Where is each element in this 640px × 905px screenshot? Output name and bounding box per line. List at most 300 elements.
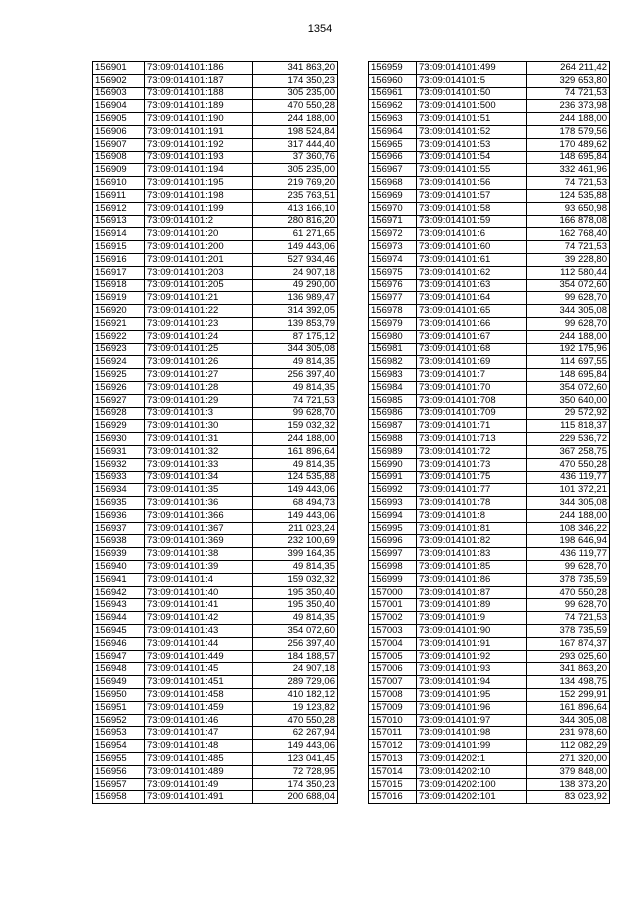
row-number-cell: 156936 [93,509,145,522]
table-row [93,548,338,561]
table-row [369,663,610,676]
cadastral-value-cell: 99 628,70 [527,292,610,305]
cadastral-value-cell: 112 580,44 [527,266,610,279]
cadastral-number-cell: 73:09:014101:66 [417,317,527,330]
row-number-cell: 156954 [93,740,145,753]
cadastral-number-cell: 73:09:014101:23 [145,317,253,330]
table-row [93,305,338,318]
cadastral-number-cell: 73:09:014101:35 [145,484,253,497]
table-row [369,637,610,650]
cadastral-number-cell: 73:09:014101:44 [145,637,253,650]
row-number-cell: 156937 [93,522,145,535]
cadastral-number-cell: 73:09:014101:64 [417,292,527,305]
cadastral-number-cell: 73:09:014101:21 [145,292,253,305]
cadastral-number-cell: 73:09:014101:45 [145,663,253,676]
table-row [369,714,610,727]
cadastral-number-cell: 73:09:014101:89 [417,599,527,612]
cadastral-number-cell: 73:09:014101:188 [145,87,253,100]
cadastral-value-cell: 317 444,40 [253,138,338,151]
cadastral-number-cell: 73:09:014101:459 [145,701,253,714]
row-number-cell: 157010 [369,714,417,727]
row-number-cell: 156915 [93,241,145,254]
cadastral-value-cell: 350 640,00 [527,394,610,407]
row-number-cell: 156957 [93,778,145,791]
cadastral-value-cell: 49 814,35 [253,381,338,394]
table-row [93,714,338,727]
row-number-cell: 156934 [93,484,145,497]
cadastral-number-cell: 73:09:014101:458 [145,689,253,702]
cadastral-number-cell: 73:09:014101:4 [145,573,253,586]
table-row [369,356,610,369]
row-number-cell: 156996 [369,535,417,548]
row-number-cell: 156902 [93,74,145,87]
table-row [369,548,610,561]
table-row [93,650,338,663]
table-row [93,765,338,778]
table-row [369,189,610,202]
cadastral-value-cell: 161 896,64 [253,445,338,458]
table-row [369,740,610,753]
cadastral-number-cell: 73:09:014101:8 [417,509,527,522]
cadastral-value-cell: 344 305,08 [527,305,610,318]
cadastral-number-cell: 73:09:014101:53 [417,138,527,151]
cadastral-value-cell: 256 397,40 [253,369,338,382]
row-number-cell: 156963 [369,113,417,126]
cadastral-number-cell: 73:09:014101:34 [145,471,253,484]
cadastral-value-cell: 74 721,53 [527,241,610,254]
table-row [369,266,610,279]
cadastral-value-cell: 152 299,91 [527,689,610,702]
table-row [369,765,610,778]
table-row [369,509,610,522]
row-number-cell: 156995 [369,522,417,535]
cadastral-value-cell: 244 188,00 [253,433,338,446]
row-number-cell: 156924 [93,356,145,369]
cadastral-number-cell: 73:09:014101:190 [145,113,253,126]
table-row [369,701,610,714]
cadastral-number-cell: 73:09:014101:54 [417,151,527,164]
cadastral-number-cell: 73:09:014101:491 [145,791,253,804]
table-row [93,317,338,330]
row-number-cell: 157005 [369,650,417,663]
cadastral-number-cell: 73:09:014202:1 [417,753,527,766]
cadastral-number-cell: 73:09:014101:27 [145,369,253,382]
row-number-cell: 156952 [93,714,145,727]
cadastral-value-cell: 114 697,55 [527,356,610,369]
cadastral-value-cell: 149 443,06 [253,740,338,753]
table-row [369,113,610,126]
cadastral-number-cell: 73:09:014101:36 [145,497,253,510]
cadastral-number-cell: 73:09:014101:708 [417,394,527,407]
cadastral-value-cell: 112 082,29 [527,740,610,753]
row-number-cell: 156941 [93,573,145,586]
table-row [93,241,338,254]
cadastral-value-cell: 470 550,28 [527,586,610,599]
row-number-cell: 156950 [93,689,145,702]
row-number-cell: 156929 [93,420,145,433]
table-row [93,228,338,241]
cadastral-number-cell: 73:09:014101:94 [417,676,527,689]
row-number-cell: 156922 [93,330,145,343]
row-number-cell: 156999 [369,573,417,586]
cadastral-number-cell: 73:09:014101:90 [417,625,527,638]
cadastral-value-cell: 256 397,40 [253,637,338,650]
cadastral-value-cell: 229 536,72 [527,433,610,446]
row-number-cell: 156987 [369,420,417,433]
cadastral-number-cell: 73:09:014101:200 [145,241,253,254]
register-table-right [368,61,610,804]
table-row [369,573,610,586]
cadastral-value-cell: 367 258,75 [527,445,610,458]
cadastral-number-cell: 73:09:014101:70 [417,381,527,394]
cadastral-value-cell: 198 646,94 [527,535,610,548]
cadastral-value-cell: 87 175,12 [253,330,338,343]
row-number-cell: 156977 [369,292,417,305]
cadastral-number-cell: 73:09:014101:30 [145,420,253,433]
cadastral-number-cell: 73:09:014101:369 [145,535,253,548]
cadastral-value-cell: 74 721,53 [527,177,610,190]
row-number-cell: 156917 [93,266,145,279]
cadastral-value-cell: 399 164,35 [253,548,338,561]
cadastral-number-cell: 73:09:014202:10 [417,765,527,778]
cadastral-number-cell: 73:09:014101:28 [145,381,253,394]
cadastral-value-cell: 124 535,88 [527,189,610,202]
cadastral-number-cell: 73:09:014101:203 [145,266,253,279]
cadastral-value-cell: 101 372,21 [527,484,610,497]
cadastral-value-cell: 219 769,20 [253,177,338,190]
cadastral-value-cell: 162 768,40 [527,228,610,241]
cadastral-value-cell: 200 688,04 [253,791,338,804]
row-number-cell: 156989 [369,445,417,458]
cadastral-value-cell: 264 211,42 [527,62,610,75]
table-row [369,791,610,804]
table-row [93,727,338,740]
cadastral-value-cell: 470 550,28 [527,458,610,471]
cadastral-number-cell: 73:09:014101:29 [145,394,253,407]
table-row [369,125,610,138]
row-number-cell: 156976 [369,279,417,292]
table-row [369,330,610,343]
cadastral-number-cell: 73:09:014101:201 [145,253,253,266]
table-row [93,369,338,382]
cadastral-value-cell: 305 235,00 [253,164,338,177]
row-number-cell: 156920 [93,305,145,318]
row-number-cell: 156985 [369,394,417,407]
cadastral-value-cell: 470 550,28 [253,714,338,727]
table-row [93,509,338,522]
table-row [369,202,610,215]
cadastral-number-cell: 73:09:014101:57 [417,189,527,202]
cadastral-value-cell: 378 735,59 [527,573,610,586]
cadastral-number-cell: 73:09:014101:43 [145,625,253,638]
cadastral-value-cell: 49 814,35 [253,561,338,574]
table-row [369,215,610,228]
row-number-cell: 156906 [93,125,145,138]
cadastral-number-cell: 73:09:014101:98 [417,727,527,740]
cadastral-value-cell: 149 443,06 [253,509,338,522]
cadastral-number-cell: 73:09:014101:55 [417,164,527,177]
row-number-cell: 156909 [93,164,145,177]
table-row [93,113,338,126]
cadastral-value-cell: 68 494,73 [253,497,338,510]
cadastral-value-cell: 344 305,08 [527,714,610,727]
cadastral-value-cell: 62 267,94 [253,727,338,740]
table-row [93,100,338,113]
table-row [93,138,338,151]
row-number-cell: 156966 [369,151,417,164]
cadastral-number-cell: 73:09:014101:49 [145,778,253,791]
row-number-cell: 156943 [93,599,145,612]
cadastral-number-cell: 73:09:014101:500 [417,100,527,113]
cadastral-number-cell: 73:09:014101:198 [145,189,253,202]
cadastral-value-cell: 124 535,88 [253,471,338,484]
table-row [369,625,610,638]
row-number-cell: 156997 [369,548,417,561]
row-number-cell: 156970 [369,202,417,215]
table-row [369,394,610,407]
cadastral-value-cell: 149 443,06 [253,484,338,497]
table-row [93,202,338,215]
cadastral-number-cell: 73:09:014101:86 [417,573,527,586]
cadastral-value-cell: 174 350,23 [253,778,338,791]
table-row [369,343,610,356]
cadastral-number-cell: 73:09:014101:26 [145,356,253,369]
cadastral-number-cell: 73:09:014101:3 [145,407,253,420]
cadastral-value-cell: 329 653,80 [527,74,610,87]
table-row [93,612,338,625]
table-row [369,62,610,75]
row-number-cell: 157016 [369,791,417,804]
cadastral-number-cell: 73:09:014101:51 [417,113,527,126]
cadastral-number-cell: 73:09:014101:20 [145,228,253,241]
cadastral-value-cell: 271 320,00 [527,753,610,766]
table-row [93,458,338,471]
table-row [369,535,610,548]
row-number-cell: 156947 [93,650,145,663]
table-row [369,228,610,241]
cadastral-number-cell: 73:09:014101:93 [417,663,527,676]
cadastral-number-cell: 73:09:014101:46 [145,714,253,727]
table-row [369,241,610,254]
cadastral-value-cell: 211 023,24 [253,522,338,535]
cadastral-number-cell: 73:09:014101:67 [417,330,527,343]
row-number-cell: 156908 [93,151,145,164]
cadastral-number-cell: 73:09:014101:97 [417,714,527,727]
cadastral-number-cell: 73:09:014101:7 [417,369,527,382]
cadastral-value-cell: 74 721,53 [253,394,338,407]
row-number-cell: 156975 [369,266,417,279]
table-row [93,292,338,305]
cadastral-value-cell: 149 443,06 [253,241,338,254]
table-row [369,317,610,330]
row-number-cell: 156933 [93,471,145,484]
row-number-cell: 156993 [369,497,417,510]
cadastral-number-cell: 73:09:014101:58 [417,202,527,215]
row-number-cell: 156903 [93,87,145,100]
table-row [93,74,338,87]
cadastral-number-cell: 73:09:014101:22 [145,305,253,318]
row-number-cell: 156960 [369,74,417,87]
cadastral-value-cell: 167 874,37 [527,637,610,650]
cadastral-value-cell: 344 305,08 [253,343,338,356]
table-row [369,650,610,663]
row-number-cell: 157006 [369,663,417,676]
table-row [369,612,610,625]
cadastral-value-cell: 244 188,00 [527,330,610,343]
cadastral-value-cell: 99 628,70 [527,561,610,574]
row-number-cell: 156904 [93,100,145,113]
table-row [93,330,338,343]
cadastral-number-cell: 73:09:014101:499 [417,62,527,75]
table-row [369,689,610,702]
table-row [369,458,610,471]
cadastral-value-cell: 195 350,40 [253,586,338,599]
row-number-cell: 156949 [93,676,145,689]
cadastral-value-cell: 354 072,60 [527,279,610,292]
cadastral-value-cell: 139 853,79 [253,317,338,330]
cadastral-number-cell: 73:09:014101:75 [417,471,527,484]
row-number-cell: 156916 [93,253,145,266]
cadastral-value-cell: 170 489,62 [527,138,610,151]
cadastral-number-cell: 73:09:014101:83 [417,548,527,561]
row-number-cell: 156910 [93,177,145,190]
table-row [369,420,610,433]
cadastral-value-cell: 192 175,96 [527,343,610,356]
row-number-cell: 156942 [93,586,145,599]
table-row [93,791,338,804]
cadastral-value-cell: 178 579,56 [527,125,610,138]
table-row [93,535,338,548]
row-number-cell: 156921 [93,317,145,330]
row-number-cell: 156972 [369,228,417,241]
row-number-cell: 156931 [93,445,145,458]
row-number-cell: 156940 [93,561,145,574]
row-number-cell: 156955 [93,753,145,766]
cadastral-number-cell: 73:09:014101:65 [417,305,527,318]
cadastral-number-cell: 73:09:014101:81 [417,522,527,535]
cadastral-number-cell: 73:09:014101:91 [417,637,527,650]
cadastral-value-cell: 24 907,18 [253,266,338,279]
table-row [369,445,610,458]
row-number-cell: 156965 [369,138,417,151]
cadastral-value-cell: 161 896,64 [527,701,610,714]
table-row [93,356,338,369]
cadastral-value-cell: 74 721,53 [527,612,610,625]
cadastral-number-cell: 73:09:014101:71 [417,420,527,433]
table-row [93,625,338,638]
cadastral-value-cell: 470 550,28 [253,100,338,113]
cadastral-number-cell: 73:09:014101:195 [145,177,253,190]
table-row [93,445,338,458]
row-number-cell: 156951 [93,701,145,714]
row-number-cell: 157000 [369,586,417,599]
row-number-cell: 156986 [369,407,417,420]
cadastral-value-cell: 413 166,10 [253,202,338,215]
cadastral-value-cell: 244 188,00 [253,113,338,126]
register-table-left [92,61,338,804]
cadastral-number-cell: 73:09:014101:189 [145,100,253,113]
table-row [369,676,610,689]
row-number-cell: 156982 [369,356,417,369]
cadastral-number-cell: 73:09:014101:199 [145,202,253,215]
cadastral-value-cell: 99 628,70 [527,599,610,612]
cadastral-number-cell: 73:09:014101:33 [145,458,253,471]
row-number-cell: 156905 [93,113,145,126]
row-number-cell: 156981 [369,343,417,356]
row-number-cell: 156919 [93,292,145,305]
cadastral-value-cell: 341 863,20 [527,663,610,676]
cadastral-number-cell: 73:09:014101:32 [145,445,253,458]
table-row [369,727,610,740]
cadastral-value-cell: 49 814,35 [253,612,338,625]
cadastral-value-cell: 74 721,53 [527,87,610,100]
table-row [93,471,338,484]
cadastral-number-cell: 73:09:014101:95 [417,689,527,702]
cadastral-number-cell: 73:09:014101:52 [417,125,527,138]
cadastral-number-cell: 73:09:014101:60 [417,241,527,254]
table-row [369,381,610,394]
cadastral-number-cell: 73:09:014101:63 [417,279,527,292]
cadastral-value-cell: 49 290,00 [253,279,338,292]
row-number-cell: 156913 [93,215,145,228]
cadastral-value-cell: 49 814,35 [253,458,338,471]
page-number: 1354 [307,23,333,35]
table-row [369,138,610,151]
cadastral-value-cell: 198 524,84 [253,125,338,138]
table-row [93,573,338,586]
cadastral-number-cell: 73:09:014101:38 [145,548,253,561]
row-number-cell: 156969 [369,189,417,202]
row-number-cell: 156983 [369,369,417,382]
cadastral-value-cell: 344 305,08 [527,497,610,510]
cadastral-number-cell: 73:09:014101:449 [145,650,253,663]
cadastral-number-cell: 73:09:014101:61 [417,253,527,266]
table-row [93,151,338,164]
cadastral-number-cell: 73:09:014101:41 [145,599,253,612]
table-row [369,561,610,574]
cadastral-number-cell: 73:09:014101:25 [145,343,253,356]
cadastral-value-cell: 244 188,00 [527,113,610,126]
row-number-cell: 157001 [369,599,417,612]
cadastral-number-cell: 73:09:014101:451 [145,676,253,689]
cadastral-value-cell: 123 041,45 [253,753,338,766]
row-number-cell: 156948 [93,663,145,676]
cadastral-number-cell: 73:09:014101:186 [145,62,253,75]
row-number-cell: 157007 [369,676,417,689]
row-number-cell: 156901 [93,62,145,75]
table-row [369,253,610,266]
cadastral-number-cell: 73:09:014101:187 [145,74,253,87]
row-number-cell: 156938 [93,535,145,548]
cadastral-value-cell: 378 735,59 [527,625,610,638]
table-row [93,253,338,266]
cadastral-number-cell: 73:09:014101:485 [145,753,253,766]
cadastral-value-cell: 195 350,40 [253,599,338,612]
row-number-cell: 156980 [369,330,417,343]
cadastral-number-cell: 73:09:014101:92 [417,650,527,663]
cadastral-number-cell: 73:09:014101:366 [145,509,253,522]
cadastral-value-cell: 436 119,77 [527,548,610,561]
cadastral-number-cell: 73:09:014101:9 [417,612,527,625]
cadastral-value-cell: 354 072,60 [527,381,610,394]
table-row [93,215,338,228]
cadastral-number-cell: 73:09:014202:101 [417,791,527,804]
cadastral-number-cell: 73:09:014101:5 [417,74,527,87]
table-row [369,778,610,791]
row-number-cell: 156992 [369,484,417,497]
table-row [93,177,338,190]
table-row [369,164,610,177]
